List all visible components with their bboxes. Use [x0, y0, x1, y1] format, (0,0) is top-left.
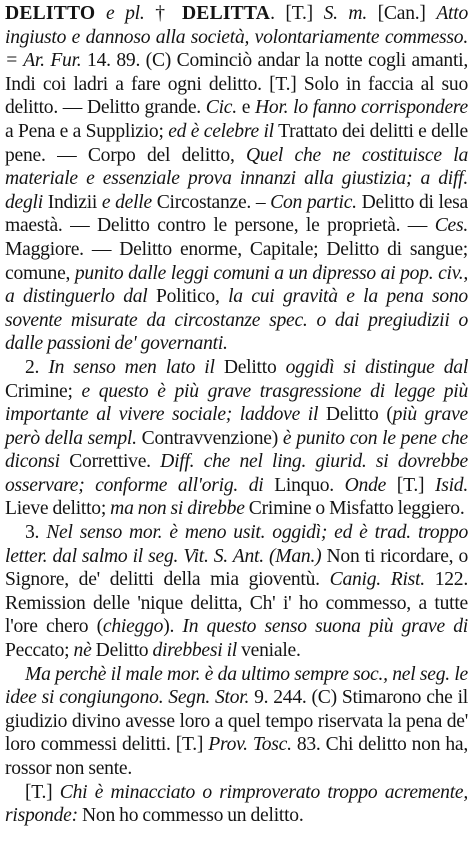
roman-text: Crimine o Misfatto leggiero. — [244, 498, 465, 520]
italic-text: e questo è più grave trasgressione di legge più importante al vivere sociale; laddove il — [5, 380, 469, 426]
italic-text: In senso men lato il — [48, 356, 215, 378]
italic-text: Hor. lo fanno corrispondere — [255, 97, 468, 119]
headword: DELITTA — [181, 3, 271, 24]
italic-text: Atto ingiusto e dannoso alla società, volontariamente commesso. = Ar. Fur. — [5, 3, 468, 72]
italic-text: oggidì si distingue dal — [285, 356, 469, 378]
roman-text: [Can.] — [366, 3, 437, 24]
italic-text: la cui gravità e la pena sono sovente misurate da circostanze spec. o dai pregiudizii o dalle passioni de' governanti. — [5, 286, 468, 355]
roman-text: 83. Chi delitto non ha, rossor non sente. — [5, 734, 468, 779]
roman-text: Politico, — [147, 286, 229, 308]
italic-text: Isid. — [434, 474, 468, 496]
roman-text: 14. 89. (C) Cominciò andar la notte cogli amanti, Indi coi ladri a fare ogni delitto. [T.] Solo in faccia al suo delitto. — Delitto grande. — [5, 50, 469, 119]
roman-text: Peccato; — [5, 640, 74, 662]
roman-text: a Pena e a Supplizio; — [5, 120, 169, 142]
roman-text: Non ho commesso un delitto. — [77, 805, 304, 827]
entry-paragraph-5 — [5, 781, 468, 828]
italic-text: punito dalle leggi comuni a un dipresso ai pop. civ., a distinguerlo dal — [5, 262, 468, 308]
roman-text: Delitto — [91, 640, 153, 662]
roman-text: Lieve delitto; — [5, 498, 111, 520]
entry-paragraph-2 — [5, 356, 468, 521]
headword: DELITTO — [5, 3, 96, 24]
italic-text: e delle — [101, 191, 152, 213]
entry-paragraph-1 — [5, 2, 468, 356]
roman-text: . [T.] — [270, 3, 324, 24]
roman-text: † — [155, 3, 182, 24]
roman-text: 122. Remission delle 'nique delitta, Ch' i' ho commesso, a tutte l'ore chero ( — [5, 569, 468, 638]
roman-text: [T.] — [25, 781, 60, 803]
italic-text: chieggo — [102, 616, 164, 638]
italic-text: Ma perchè il male mor. è da ultimo sempre soc., nel seg. le idee si congiungono. Segn. Stor. — [5, 663, 468, 709]
roman-text: Crimine; — [5, 380, 82, 402]
italic-text: Quel che ne costituisce la materiale e essenziale prova innanzi alla giustizia; a diff. degli — [5, 144, 468, 213]
roman-text: Correttive. — [59, 451, 161, 473]
italic-text: Chi è minacciato o rimproverato troppo acremente, risponde: — [5, 781, 468, 827]
roman-text: [T.] — [386, 474, 435, 496]
italic-text: S. m. — [323, 3, 367, 24]
roman-text: Trattato dei delitti e delle pene. — Corpo del delitto, — [5, 120, 469, 166]
roman-text: ). — [163, 616, 183, 638]
entry-paragraph-3 — [5, 521, 468, 663]
roman-text: Contravvenzione) — [136, 427, 283, 449]
roman-text: Maggiore. — Delitto enorme, Capitale; Delitto di sangue; comune, — [5, 238, 468, 284]
italic-text: nè — [73, 640, 92, 662]
roman-text: Delitto ( — [318, 404, 393, 426]
italic-text: e pl. — [95, 3, 156, 24]
roman-text: Linquo. — [263, 474, 345, 496]
roman-text: e — [236, 97, 256, 119]
roman-text: Circostanze. – — [151, 191, 271, 213]
dictionary-entry — [5, 2, 468, 828]
roman-text: Delitto — [214, 356, 286, 378]
italic-text: Canig. Rist. — [329, 569, 425, 591]
roman-text: 9. 244. (C) Stimarono che il giudizio divino avesse loro a quel tempo riservata la pena de' loro commessi delitti. [T.] — [5, 687, 468, 756]
italic-text: ed è celebre il — [168, 120, 274, 142]
roman-text: 3. — [25, 522, 47, 544]
roman-text: Delitto di lesa maestà. — Delitto contro le persone, le proprietà. — — [5, 191, 468, 237]
italic-text: Onde — [344, 474, 387, 496]
italic-text: In questo senso suona più grave di — [182, 616, 468, 638]
italic-text: Nel senso mor. è meno usit. oggidì; ed è trad. troppo letter. dal salmo il seg. Vit. S. Ant. (Man.) — [5, 522, 469, 567]
roman-text: Non ti ricordare, o Signore, de' delitti della mia gioventù. — [5, 545, 468, 591]
italic-text: Diff. che nel ling. giurid. si dovrebbe osservare; conforme all'orig. di — [5, 451, 468, 496]
entry-paragraph-4 — [5, 663, 468, 781]
italic-text: Cic. — [205, 97, 237, 119]
italic-text: Ces. — [434, 215, 468, 237]
italic-text: ma non si direbbe — [110, 498, 245, 520]
italic-text: Prov. Tosc. — [208, 734, 292, 756]
italic-text: direbbesi il — [152, 640, 237, 662]
italic-text: Con partic. — [270, 191, 357, 213]
roman-text: veniale. — [236, 640, 301, 662]
italic-text: è punito con le pene che diconsi — [5, 427, 468, 473]
roman-text: 2. — [25, 356, 49, 378]
roman-text: Indizii — [42, 191, 102, 213]
italic-text: più grave però della sempl. — [5, 404, 468, 449]
